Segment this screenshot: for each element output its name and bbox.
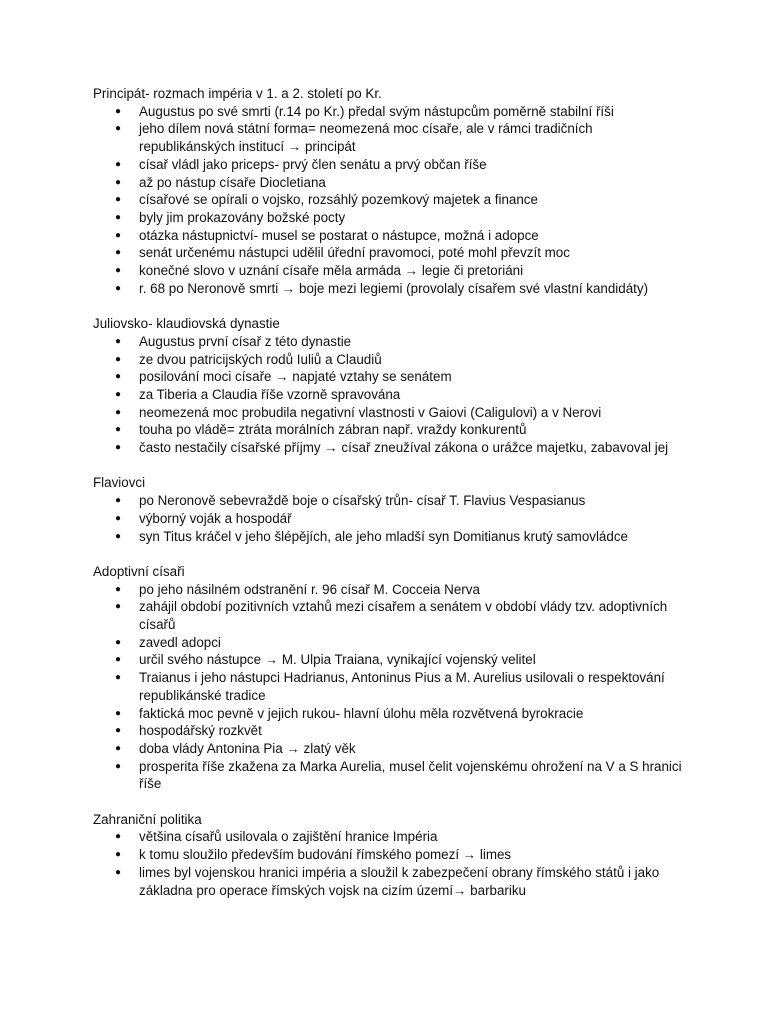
list-item-text: Traianus i jeho nástupci Hadrianus, Antoninus Pius a M. Aurelius usilovali o respektování republikánské tradice	[139, 670, 665, 703]
list-item	[93, 722, 683, 740]
list-item	[93, 528, 683, 546]
bullet-icon: ●	[115, 282, 122, 294]
list-item	[93, 439, 683, 457]
bullet-icon: ●	[115, 725, 122, 737]
list-item	[93, 191, 683, 209]
section-heading: Zahraniční politika	[93, 811, 202, 827]
bullet-icon: ●	[115, 672, 122, 684]
list-item	[93, 156, 683, 174]
bullet-icon: ●	[115, 512, 122, 524]
section-principat	[93, 85, 683, 297]
bullet-icon: ●	[115, 371, 122, 383]
list-item-text: faktická moc pevně v jejich rukou- hlavní úlohu měla rozvětvená byrokracie	[139, 705, 584, 721]
list-item	[93, 244, 683, 262]
list-item	[93, 209, 683, 227]
list-item	[93, 368, 683, 386]
list-item	[93, 262, 683, 280]
list-item-text: k tomu sloužilo především budování římského pomezí → limes	[139, 847, 512, 863]
bullet-list	[93, 828, 683, 899]
list-item-text: výborný voják a hospodář	[139, 510, 292, 526]
list-item-text: císař vládl jako priceps- prvý člen senátu a prvý občan říše	[139, 156, 487, 172]
bullet-icon: ●	[115, 335, 122, 347]
list-item-text: r. 68 po Neronově smrti → boje mezi legiemi (provolaly císařem své vlastní kandidáty)	[139, 280, 649, 296]
section-heading: Principát- rozmach impéria v 1. a 2. století po Kr.	[93, 86, 382, 101]
list-item-text: doba vlády Antonina Pia → zlatý věk	[139, 740, 356, 756]
bullet-icon: ●	[115, 636, 122, 648]
list-item-text: otázka nástupnictví- musel se postarat o nástupce, možná i adopce	[139, 227, 539, 243]
list-item	[93, 510, 683, 528]
list-item	[93, 669, 683, 704]
bullet-icon: ●	[115, 654, 122, 666]
list-item	[93, 492, 683, 510]
list-item-text: konečné slovo v uznání císaře měla armáda → legie či pretoriáni	[139, 263, 524, 279]
bullet-icon: ●	[115, 176, 122, 188]
bullet-icon: ●	[115, 229, 122, 241]
list-item-text: limes byl vojenskou hranici impéria a sloužil k zabezpečení obrany římského států i jako základna pro operace římských vojsk na cizím území→ barbariku	[139, 864, 660, 898]
bullet-icon: ●	[115, 831, 122, 843]
bullet-icon: ●	[115, 849, 122, 861]
list-item-text: jeho dílem nová státní forma= neomezená moc císaře, ale v rámci tradičních republikánských institucí → principát	[139, 121, 593, 155]
list-item-text: většina císařů usilovala o zajištění hranice Impéria	[139, 829, 438, 845]
bullet-icon: ●	[115, 442, 122, 454]
list-item	[93, 333, 683, 351]
bullet-icon: ●	[115, 388, 122, 400]
list-item	[93, 227, 683, 245]
list-item-text: senát určenému nástupci udělil úřední pravomoci, poté mohl převzít moc	[139, 245, 570, 261]
bullet-icon: ●	[115, 105, 122, 117]
list-item-text: prosperita říše zkažena za Marka Aurelia, musel čelit vojenskému ohrožení na V a S hranici říše	[139, 758, 682, 792]
list-item-text: po jeho násilném odstranění r. 96 císař M. Cocceia Nerva	[139, 581, 480, 597]
list-item-text: neomezená moc probudila negativní vlastnosti v Gaiovi (Caligulovi) a v Nerovi	[139, 404, 602, 420]
list-item	[93, 634, 683, 652]
list-item	[93, 386, 683, 404]
section-heading: Flaviovci	[93, 475, 146, 491]
list-item	[93, 828, 683, 846]
list-item-text: Augustus první císař z této dynastie	[139, 333, 352, 349]
list-item	[93, 120, 683, 155]
list-item-text: ze dvou patricijských rodů Iuliů a Claudiů	[139, 351, 382, 367]
bullet-icon: ●	[115, 530, 122, 542]
list-item-text: zavedl adopci	[139, 634, 221, 650]
bullet-icon: ●	[115, 424, 122, 436]
list-item-text: posilování moci císaře → napjaté vztahy se senátem	[139, 369, 452, 385]
list-item-text: často nestačily císařské příjmy → císař zneužíval zákona o urážce majetku, zabavoval jej	[139, 440, 669, 456]
list-item	[93, 103, 683, 121]
list-item-text: Augustus po své smrti (r.14 po Kr.) předal svým nástupcům poměrně stabilní říši	[139, 103, 614, 119]
list-item-text: hospodářský rozkvět	[139, 723, 262, 739]
list-item	[93, 174, 683, 192]
list-item-text: syn Titus kráčel v jeho šlépějích, ale jeho mladší syn Domitianus krutý samovládce	[139, 528, 628, 544]
bullet-icon: ●	[115, 583, 122, 595]
list-item	[93, 758, 683, 793]
list-item-text: zahájil období pozitivních vztahů mezi císařem a senátem v období vlády tzv. adoptivních císařů	[139, 599, 668, 633]
bullet-icon: ●	[115, 707, 122, 719]
bullet-icon: ●	[115, 866, 122, 878]
bullet-icon: ●	[115, 265, 122, 277]
list-item-text: za Tiberia a Claudia říše vzorně spravována	[139, 386, 401, 402]
bullet-icon: ●	[115, 495, 122, 507]
bullet-list	[93, 581, 683, 793]
section-heading: Adoptivní císaři	[93, 563, 185, 579]
section-adoptivni-cisari	[93, 563, 683, 793]
list-item	[93, 598, 683, 633]
list-item-text: po Neronově sebevraždě boje o císařský trůn- císař T. Flavius Vespasianus	[139, 493, 586, 509]
list-item	[93, 864, 683, 899]
list-item	[93, 651, 683, 669]
list-item	[93, 404, 683, 422]
bullet-list	[93, 103, 683, 298]
list-item	[93, 581, 683, 599]
list-item	[93, 421, 683, 439]
bullet-icon: ●	[115, 247, 122, 259]
bullet-icon: ●	[115, 601, 122, 613]
bullet-icon: ●	[115, 353, 122, 365]
list-item	[93, 740, 683, 758]
document-content	[93, 85, 683, 899]
list-item-text: touha po vládě= ztráta morálních zábran např. vraždy konkurentů	[139, 422, 527, 438]
list-item	[93, 280, 683, 298]
section-zahranicni-politika	[93, 811, 683, 900]
list-item-text: byly jim prokazovány božské pocty	[139, 209, 346, 225]
bullet-icon: ●	[115, 742, 122, 754]
list-item	[93, 351, 683, 369]
list-item-text: určil svého nástupce → M. Ulpia Traiana, vynikající vojenský velitel	[139, 652, 536, 668]
bullet-icon: ●	[115, 211, 122, 223]
bullet-list	[93, 492, 683, 545]
list-item	[93, 705, 683, 723]
bullet-icon: ●	[115, 123, 122, 135]
list-item-text: císařové se opírali o vojsko, rozsáhlý pozemkový majetek a finance	[139, 192, 538, 208]
section-flaviovci	[93, 474, 683, 545]
bullet-icon: ●	[115, 406, 122, 418]
bullet-icon: ●	[115, 194, 122, 206]
bullet-icon: ●	[115, 158, 122, 170]
list-item-text: až po nástup císaře Diocletiana	[139, 174, 326, 190]
section-juliovsko-klaudiovska	[93, 315, 683, 457]
bullet-list	[93, 333, 683, 457]
bullet-icon: ●	[115, 760, 122, 772]
list-item	[93, 846, 683, 864]
section-heading: Juliovsko- klaudiovská dynastie	[93, 316, 280, 332]
